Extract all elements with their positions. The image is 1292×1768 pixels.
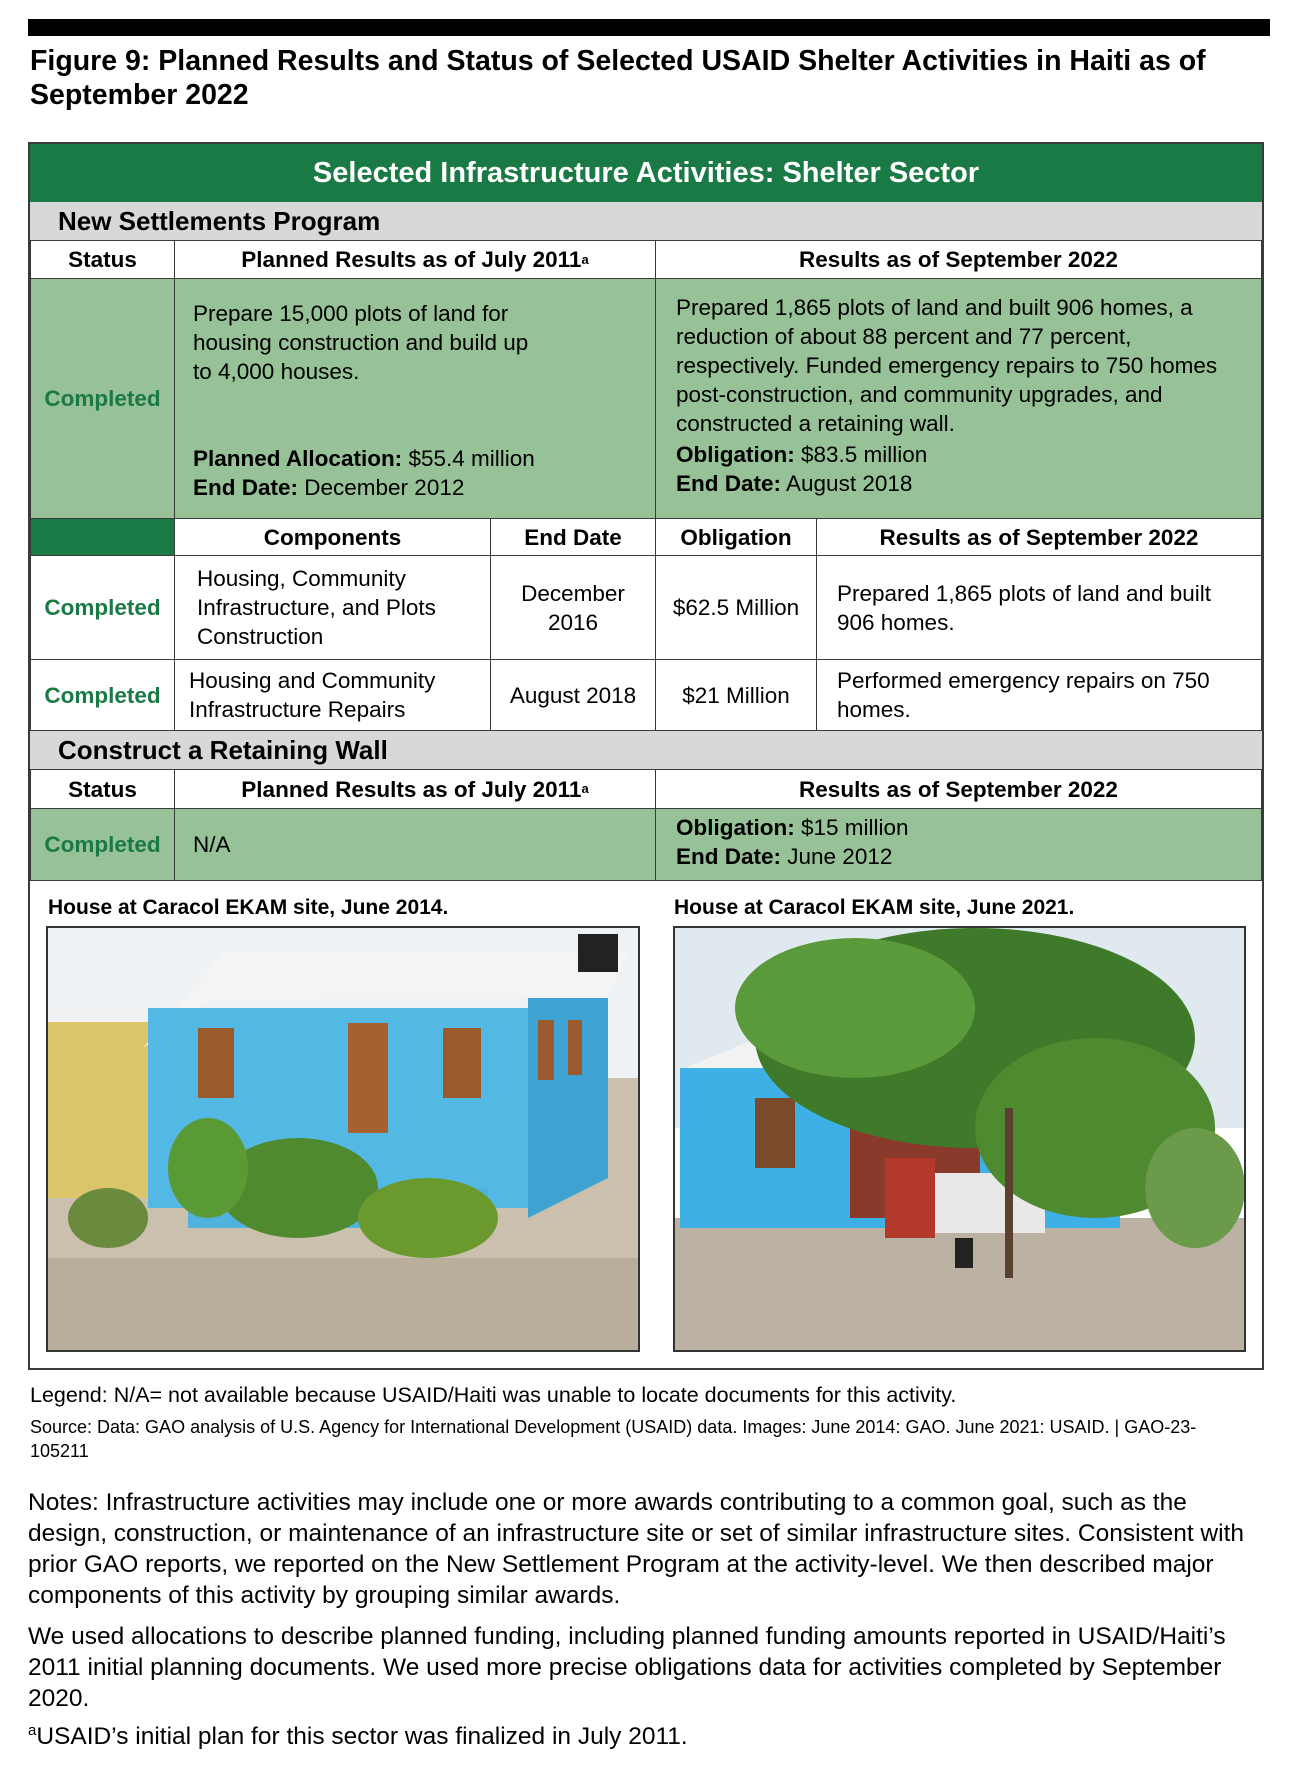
results-text: Prepared 1,865 plots of land and built 906 homes, a reduction of about 88 percent and 77 percent, respectively. Funded emergency repairs to 750 homes post-construction, and community upgrades, and constructed a retaining wall.	[676, 295, 1218, 436]
notes-paragraph-2: We used allocations to describe planned funding, including planned funding amounts reported in USAID/Haiti’s 2011 initial planning documents. We used more precise obligations data for activities completed by September 2020.	[28, 1623, 1226, 1712]
house-photo-2014	[46, 926, 640, 1352]
status-badge: Completed	[30, 555, 175, 660]
photo-caption-2014: House at Caracol EKAM site, June 2014.	[48, 896, 449, 919]
footnote: $^a$USAID’s initial plan for this sector was finalized in July 2011.	[28, 1721, 688, 1750]
header-planned: Planned Results as of July 2011 a	[174, 240, 656, 279]
component-end-date: August 2018	[490, 659, 656, 731]
results-obligation: Obligation: $83.5 million	[676, 442, 928, 467]
header-status: Status	[30, 240, 175, 279]
status-badge: Completed	[30, 278, 175, 519]
component-obligation: $21 Million	[655, 659, 817, 731]
results-obligation: Obligation: $15 million	[676, 815, 909, 840]
component-obligation: $62.5 Million	[655, 555, 817, 660]
figure-title: Figure 9: Planned Results and Status of Selected USAID Shelter Activities in Haiti as of September 2022	[30, 45, 1206, 111]
results-end-date: End Date: August 2018	[676, 471, 913, 496]
source-note: Source: Data: GAO analysis of U.S. Agency for International Development (USAID) data. Images: June 2014: GAO. June 2021: USAID. | GAO-23-105211	[30, 1417, 1197, 1461]
planned-text: Prepare 15,000 plots of land for housing construction and build up to 4,000 houses.	[193, 301, 529, 384]
component-results: Performed emergency repairs on 750 homes.	[816, 659, 1262, 731]
header-components: Components	[174, 518, 491, 556]
status-badge: Completed	[30, 659, 175, 731]
component-results: Prepared 1,865 plots of land and built 906 homes.	[816, 555, 1262, 660]
planned-results-cell: N/A	[174, 808, 656, 881]
house-photo-2021	[673, 926, 1246, 1352]
status-badge: Completed	[30, 808, 175, 881]
section-new-settlements: New Settlements Program	[30, 202, 1262, 240]
results-cell	[655, 808, 1262, 881]
planned-end-date: End Date: December 2012	[193, 475, 465, 500]
header-end-date: End Date	[490, 518, 656, 556]
header-obligation: Obligation	[655, 518, 817, 556]
header-status: Status	[30, 769, 175, 809]
component-end-date: December 2016	[490, 555, 656, 660]
house-2021-illustration	[675, 928, 1246, 1352]
results-cell	[655, 278, 1262, 519]
section-retaining-wall: Construct a Retaining Wall	[30, 731, 1262, 769]
results-end-date: End Date: June 2012	[676, 844, 893, 869]
header-results: Results as of September 2022	[655, 240, 1262, 279]
planned-allocation: Planned Allocation: $55.4 million	[193, 446, 535, 471]
header-results: Results as of September 2022	[655, 769, 1262, 809]
header-component-results: Results as of September 2022	[816, 518, 1262, 556]
component-name: Housing and Community Infrastructure Repairs	[174, 659, 491, 731]
photo-caption-2021: House at Caracol EKAM site, June 2021.	[674, 896, 1075, 919]
legend: Legend: N/A= not available because USAID/Haiti was unable to locate documents for this activity.	[30, 1383, 957, 1407]
planned-results-cell	[174, 278, 656, 519]
top-rule	[28, 19, 1270, 36]
component-name: Housing, Community Infrastructure, and Plots Construction	[174, 555, 491, 660]
house-2014-illustration	[48, 928, 640, 1352]
notes-paragraph-1: Notes: Infrastructure activities may include one or more awards contributing to a common goal, such as the design, construction, or maintenance of an infrastructure site or set of similar infrastructure sites. Consistent with prior GAO reports, we reported on the New Settlement Program at the activity-level. We then described major components of this activity by grouping similar awards.	[28, 1489, 1245, 1609]
components-header-spacer	[30, 518, 175, 556]
header-planned: Planned Results as of July 2011 a	[174, 769, 656, 809]
table-title: Selected Infrastructure Activities: Shelter Sector	[30, 144, 1262, 202]
